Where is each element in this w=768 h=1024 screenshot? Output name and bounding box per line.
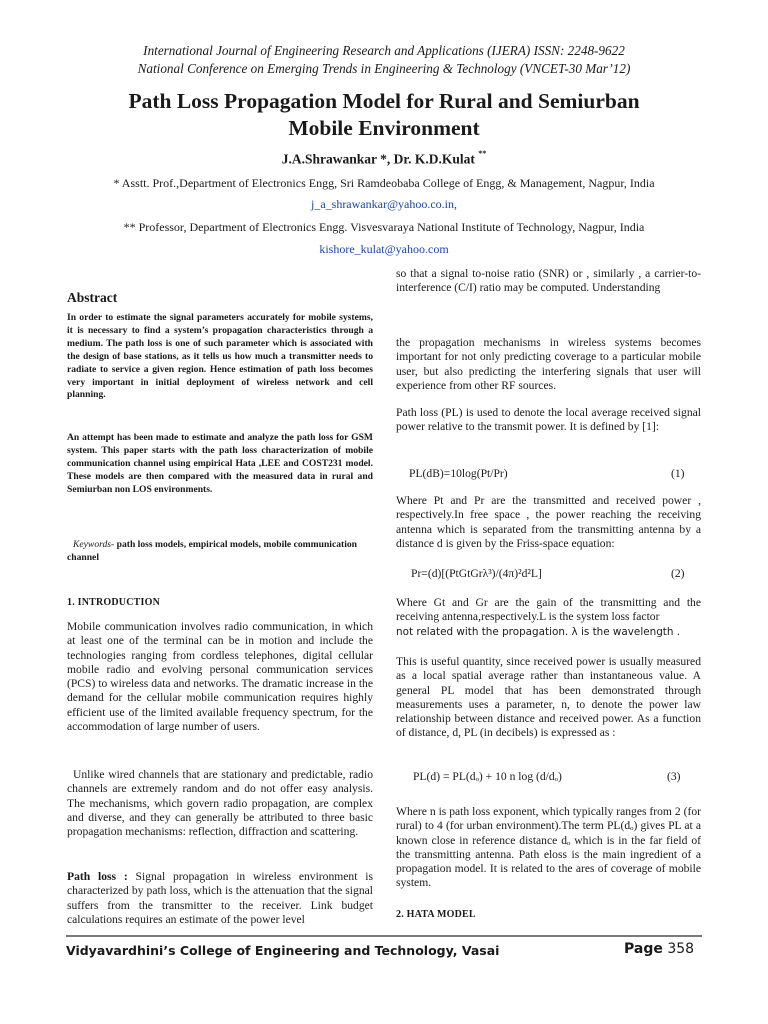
equation-1-number: (1)	[671, 467, 685, 480]
page-value: 358	[667, 941, 695, 957]
right-paragraph-1: the propagation mechanisms in wireless systems becomes important for not only predicting coverage to a particular mobile user, but also predicting the interfering signals that user will experience from other RF sources.	[396, 336, 701, 392]
introduction-heading: 1. INTRODUCTION	[67, 597, 161, 608]
title-line-2: Mobile Environment	[288, 116, 480, 140]
introduction-paragraph-1: Mobile communication involves radio communication, in which at least one of the terminal can be in motion and include the technologies ranging from cordless telephones, digital cellular mobile radio and evolving personal communication services (PCS) to wireless data and networks. The dramatic increase in the demand for the cellular mobile communication requires highly efficient use of the limited available frequency spectrum, for the accommodation of large number of users.	[67, 620, 373, 734]
keywords	[67, 539, 373, 565]
page-label: Page	[624, 941, 663, 957]
right-paragraph-5: This is useful quantity, since received power is usually measured as a local spatial average rather than instantaneous value. A general PL model that has been demonstrated through measurements uses a parameter, n, to denote the power law relationship between distance and received power. As a function of distance, d, PL (in decibels) is expressed as :	[396, 655, 701, 740]
path-loss-text: Signal propagation in wireless environment is characterized by path loss, which is the attenuation that the signal suffers from the transmitter to the receiver. Link budget calculations requires an estimate of the power level	[67, 870, 373, 926]
paper-title	[60, 88, 708, 142]
right-paragraph-4	[396, 596, 701, 639]
affiliation-2: ** Professor, Department of Electronics Engg. Visvesvaraya National Institute of Technology, Nagpur, India	[123, 220, 645, 234]
right-paragraph-4b: not related with the propagation. λ is the wavelength .	[396, 625, 681, 638]
footer-divider	[66, 935, 702, 937]
path-loss-paragraph	[67, 870, 373, 927]
right-paragraph-4a: Where Gt and Gr are the gain of the transmitting and the receiving antenna,respectively.L is the system loss factor	[396, 596, 701, 624]
equation-1: PL(dB)=10log(Pt/Pr)	[409, 467, 508, 480]
keywords-text: path loss models, empirical models, mobile communication channel	[67, 539, 357, 563]
keywords-label: Keywords-	[73, 539, 115, 550]
abstract-paragraph-2: An attempt has been made to estimate and analyze the path loss for GSM system. This paper starts with the path loss characterization of mobile communication channel using empirical Hata ,LEE and COST231 model. These models are then compared with the measured data in rural and Semiurban non LOS environments.	[67, 432, 373, 495]
equation-3-number: (3)	[667, 770, 681, 783]
equation-2-number: (2)	[671, 567, 685, 580]
footer-college: Vidyavardhini’s College of Engineering and Technology, Vasai	[66, 943, 500, 958]
right-paragraph-0: so that a signal to-noise ratio (SNR) or , similarly , a carrier-to-interference (C/I) ratio may be computed. Understanding	[396, 267, 701, 295]
hata-model-heading: 2. HATA MODEL	[396, 909, 476, 920]
introduction-paragraph-2: Unlike wired channels that are stationary and predictable, radio channels are extremely random and do not offer easy analysis. The mechanisms, which govern radio propagation, are complex and diverse, and they can generally be attributed to three basic propagation mechanisms: reflection, diffraction and scattering.	[67, 768, 373, 839]
page-number	[624, 941, 694, 957]
equation-2: Pr=(d)[(PtGtGrλ³)/(4π)²d²L]	[411, 567, 542, 580]
title-line-1: Path Loss Propagation Model for Rural and Semiurban	[128, 89, 640, 113]
right-paragraph-2: Path loss (PL) is used to denote the local average received signal power relative to the transmit power. It is defined by [1]:	[396, 406, 701, 434]
conference-header: National Conference on Emerging Trends in Engineering & Technology (VNCET-30 Mar’12)	[137, 61, 631, 76]
email-2[interactable]: kishore_kulat@yahoo.com	[319, 242, 449, 256]
right-paragraph-6: Where n is path loss exponent, which typically ranges from 2 (for rural) to 4 (for urban environment).The term PL(dₒ) gives PL at a known close in reference distance dₒ which is in the far field of the transmitting antenna. Path eloss is the main ingredient of a propagation model. It is related to the ares of coverage of mobile system.	[396, 805, 701, 890]
author-names: J.A.Shrawankar *, Dr. K.D.Kulat	[281, 151, 475, 167]
journal-header: International Journal of Engineering Research and Applications (IJERA) ISSN: 2248-9622	[143, 43, 625, 58]
abstract-paragraph-1: In order to estimate the signal parameters accurately for mobile systems, it is necessary to find a system’s propagation characteristics through a medium. The path loss is one of such parameter which is associated with the design of base stations, as it tells us how much a transmitter needs to radiate to service a given region. Hence estimation of path loss becomes very important in initial deployment of wireless network and cell planning.	[67, 312, 373, 401]
authors	[0, 147, 768, 169]
path-loss-label: Path loss :	[67, 870, 128, 883]
author-mark: **	[478, 149, 487, 158]
email-1[interactable]: j_a_shrawankar@yahoo.co.in,	[310, 197, 457, 211]
affiliation-1: * Asstt. Prof.,Department of Electronics Engg, Sri Ramdeobaba College of Engg, & Management, Nagpur, India	[113, 176, 655, 190]
right-paragraph-3: Where Pt and Pr are the transmitted and received power , respectively.In free space , the power reaching the receiving antenna which is separated from the transmitting antenna by a distance d is given by the Friss-space equation:	[396, 494, 701, 550]
abstract-heading: Abstract	[67, 290, 118, 305]
equation-3: PL(d) = PL(dₒ) + 10 n log (d/dₒ)	[413, 770, 562, 783]
